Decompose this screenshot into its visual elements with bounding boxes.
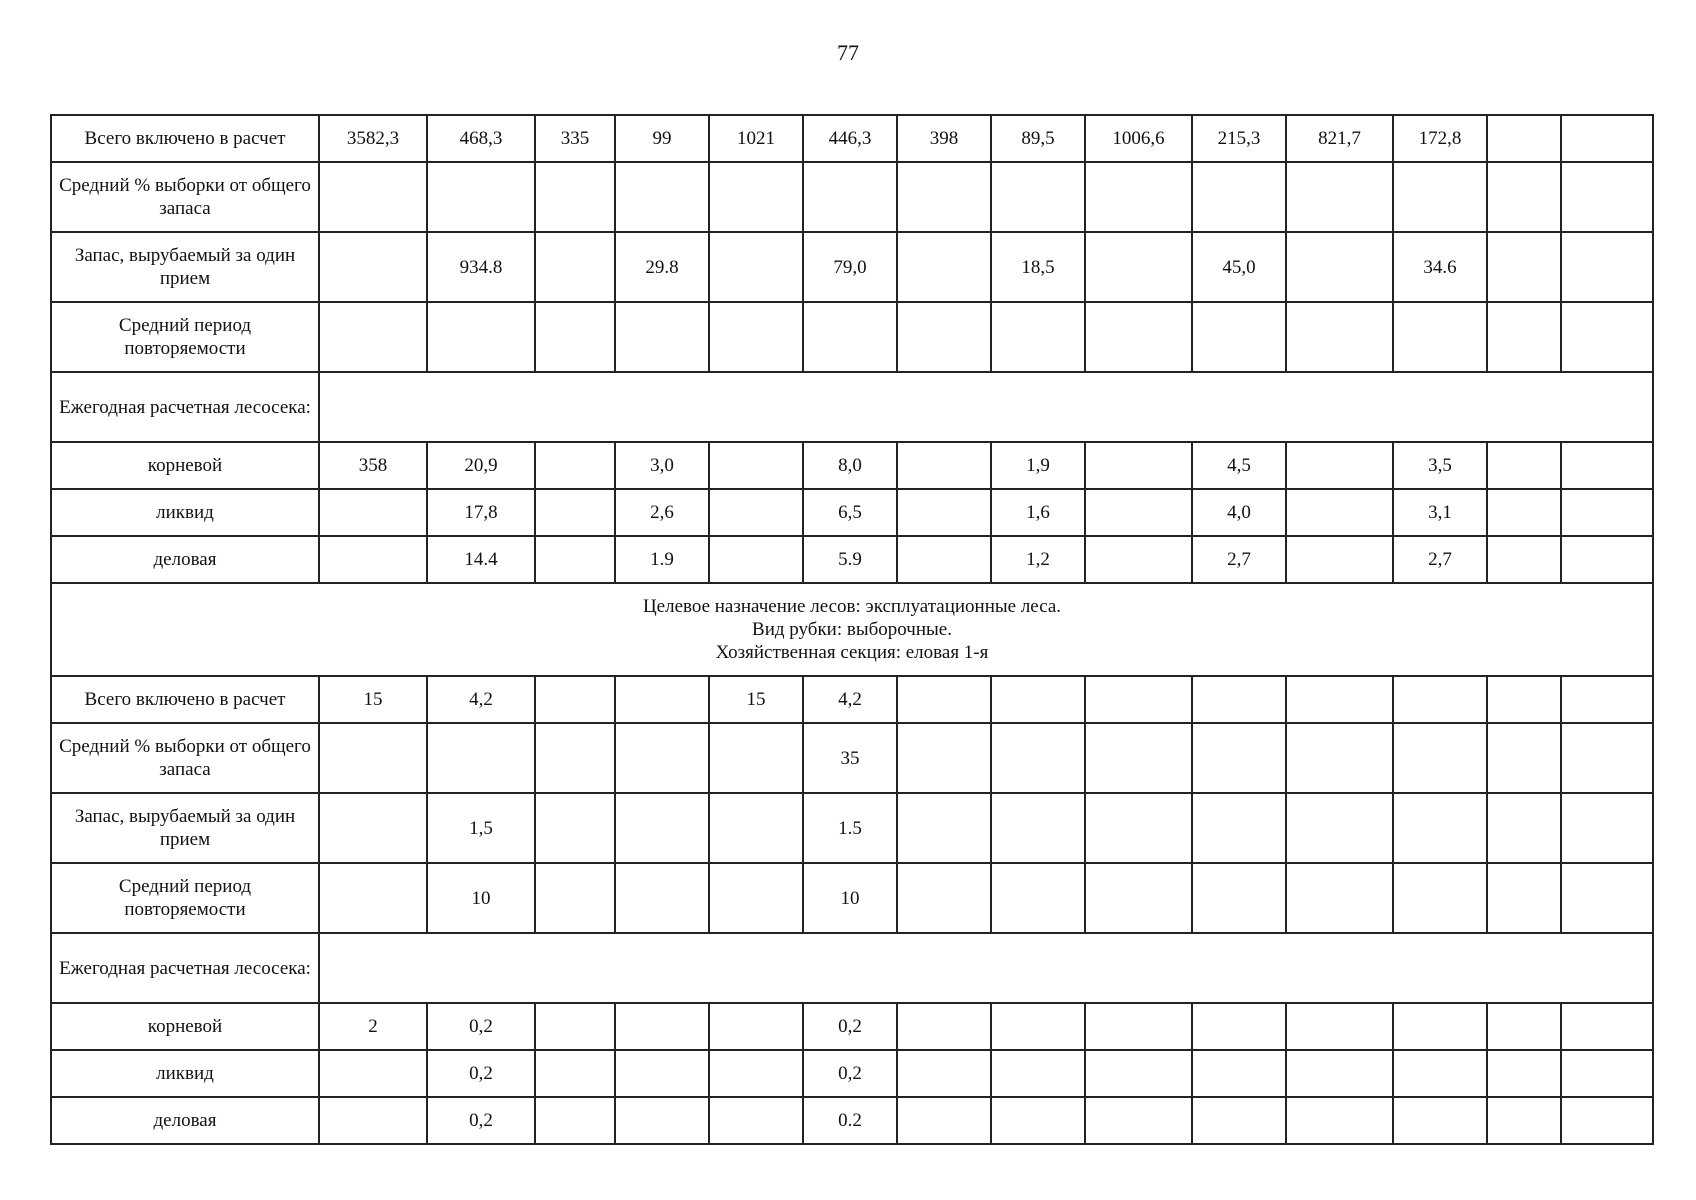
table-cell: 446,3 [803,115,897,162]
table-cell: 358 [319,442,427,489]
table-cell [897,1097,991,1144]
table-cell [1286,1097,1393,1144]
table-cell [535,863,615,933]
table-cell [709,442,803,489]
table-cell [991,1097,1085,1144]
table-cell: 79,0 [803,232,897,302]
table-cell [1286,793,1393,863]
table-cell [991,723,1085,793]
table-cell [615,1097,709,1144]
table-cell [1085,863,1192,933]
row-label: Запас, вырубаемый за один прием [51,793,319,863]
table-cell: 29.8 [615,232,709,302]
upper-section [51,115,1653,583]
table-cell [1561,723,1653,793]
table-cell [1085,442,1192,489]
table-cell: 0.2 [803,1097,897,1144]
table-cell [1085,302,1192,372]
table-cell [1286,302,1393,372]
table-cell: 4,2 [427,676,535,723]
table-cell: 934.8 [427,232,535,302]
row-label: ликвид [51,1050,319,1097]
table-cell [897,489,991,536]
table-cell [535,793,615,863]
table-cell [1487,536,1561,583]
table-cell [709,863,803,933]
table-cell: 8,0 [803,442,897,489]
annual-cut-row [51,536,1653,583]
table-cell: 2,7 [1192,536,1286,583]
row-label: Всего включено в расчет [51,115,319,162]
annual-cut-row [51,1050,1653,1097]
table-cell [897,442,991,489]
table-cell [427,302,535,372]
table-cell: 14.4 [427,536,535,583]
table-cell: 3582,3 [319,115,427,162]
table-cell [897,1003,991,1050]
table-cell: 215,3 [1192,115,1286,162]
table-cell [1487,115,1561,162]
table-cell [535,536,615,583]
table-cell [991,1050,1085,1097]
table-cell [427,162,535,232]
section-purpose: Целевое назначение лесов: эксплуатационные леса. [642,596,1062,617]
table-cell: 1.9 [615,536,709,583]
table-cell: 335 [535,115,615,162]
table-cell [897,162,991,232]
table-cell [615,793,709,863]
table-cell [991,793,1085,863]
table-cell [1487,723,1561,793]
table-cell [1487,1050,1561,1097]
row-label: деловая [51,536,319,583]
table-cell [535,489,615,536]
table-cell [1192,302,1286,372]
table-cell: 15 [709,676,803,723]
table-cell [897,863,991,933]
table-cell [615,302,709,372]
table-cell [991,302,1085,372]
table-cell [1192,1003,1286,1050]
table-cell [1286,232,1393,302]
table-cell: 18,5 [991,232,1085,302]
table-cell [319,863,427,933]
table-cell [1085,1050,1192,1097]
table-cell: 45,0 [1192,232,1286,302]
table-cell: 0,2 [803,1003,897,1050]
table-cell [709,536,803,583]
table-cell [615,1003,709,1050]
table-cell [319,1050,427,1097]
table-cell [1192,863,1286,933]
table-cell [1192,1050,1286,1097]
table-cell: 35 [803,723,897,793]
table-cell [709,1050,803,1097]
table-cell [1487,232,1561,302]
row-label: корневой [51,1003,319,1050]
table-cell [709,232,803,302]
table-cell [1085,536,1192,583]
table-cell [535,162,615,232]
row-label: Всего включено в расчет [51,676,319,723]
page-number: 77 [837,40,859,65]
table-cell: 0,2 [427,1097,535,1144]
table-cell [615,676,709,723]
table-cell [1393,302,1487,372]
table-cell: 4,2 [803,676,897,723]
table-cell [1487,489,1561,536]
table-cell [709,489,803,536]
table-cell [709,302,803,372]
table-cell: 4,5 [1192,442,1286,489]
table-row [51,162,1653,232]
table-row [51,302,1653,372]
annual-cut-row [51,442,1653,489]
table-cell [1286,489,1393,536]
table-cell [1561,442,1653,489]
table-cell: 4,0 [1192,489,1286,536]
row-label: деловая [51,1097,319,1144]
table-cell [1085,1097,1192,1144]
table-cell [1561,162,1653,232]
table-cell [1085,232,1192,302]
table-cell [319,536,427,583]
table-cell [1487,863,1561,933]
table-row [51,863,1653,933]
table-cell [1192,676,1286,723]
table-cell [1561,676,1653,723]
table-cell [1286,723,1393,793]
row-label: корневой [51,442,319,489]
table-cell: 89,5 [991,115,1085,162]
table-cell: 2,7 [1393,536,1487,583]
table-cell [535,1050,615,1097]
table-cell [319,793,427,863]
row-label: ликвид [51,489,319,536]
table-cell: 34.6 [1393,232,1487,302]
table-cell [709,1097,803,1144]
table-cell [1192,162,1286,232]
table-cell [803,302,897,372]
table-row [51,676,1653,723]
table-cell [709,162,803,232]
table-cell [615,723,709,793]
table-cell [535,442,615,489]
table-cell: 20,9 [427,442,535,489]
table-row [51,232,1653,302]
row-label: Средний % выборки от общего запаса [51,162,319,232]
table-cell: 3,0 [615,442,709,489]
table-cell: 172,8 [1393,115,1487,162]
table-cell [615,863,709,933]
table-cell: 1006,6 [1085,115,1192,162]
table-cell [1085,793,1192,863]
table-cell [897,536,991,583]
table-cell: 821,7 [1286,115,1393,162]
table-cell [427,723,535,793]
table-cell [615,162,709,232]
table-cell [1286,442,1393,489]
table-cell [1085,162,1192,232]
table-cell [1561,232,1653,302]
table-cell: 1,5 [427,793,535,863]
table-row [51,115,1653,162]
table-cell [1192,723,1286,793]
table-cell [897,723,991,793]
section-description [51,583,1653,676]
table-cell [1393,1003,1487,1050]
section-header [51,583,1653,676]
table-cell [1487,162,1561,232]
table-cell [535,1097,615,1144]
table-cell [535,723,615,793]
table-cell [1393,863,1487,933]
table-cell: 2 [319,1003,427,1050]
table-cell: 0,2 [427,1050,535,1097]
table-cell [319,232,427,302]
table-cell [1192,793,1286,863]
table-cell [1393,1097,1487,1144]
table-cell [803,162,897,232]
table-cell [319,1097,427,1144]
table-cell: 1,2 [991,536,1085,583]
table-cell [1487,1097,1561,1144]
annual-cut-row [51,1097,1653,1144]
table-cell: 2,6 [615,489,709,536]
row-label: Средний период повторяемости [51,863,319,933]
table-cell: 10 [427,863,535,933]
annual-cut-label: Ежегодная расчетная лесосека: [51,933,319,1003]
table-cell [897,793,991,863]
table-cell [1487,676,1561,723]
table-cell [1561,793,1653,863]
table-cell [1561,489,1653,536]
table-cell [1085,676,1192,723]
table-cell [1561,863,1653,933]
table-cell [1286,676,1393,723]
table-cell [535,232,615,302]
table-cell [535,302,615,372]
annual-cut-header-row [51,933,1653,1003]
section-cut-type: Вид рубки: выборочные. [752,619,952,640]
felling-table [50,114,1654,1145]
table-cell [319,723,427,793]
table-cell: 3,1 [1393,489,1487,536]
table-cell: 0,2 [427,1003,535,1050]
table-cell [1561,536,1653,583]
table-cell [1561,1003,1653,1050]
table-cell [1487,1003,1561,1050]
table-cell [1286,536,1393,583]
table-cell [319,302,427,372]
table-cell [1561,1050,1653,1097]
table-cell: 17,8 [427,489,535,536]
table-cell: 1.5 [803,793,897,863]
table-cell [1286,863,1393,933]
table-cell [1393,1050,1487,1097]
lower-section [51,676,1653,1144]
empty-merged-cell [319,933,1653,1003]
table-cell: 0,2 [803,1050,897,1097]
table-cell [1192,1097,1286,1144]
table-cell [897,1050,991,1097]
table-cell [1487,302,1561,372]
table-cell [1561,1097,1653,1144]
table-cell [1286,162,1393,232]
table-cell [991,1003,1085,1050]
annual-cut-row [51,489,1653,536]
table-cell [1487,793,1561,863]
table-cell [535,1003,615,1050]
annual-cut-row [51,1003,1653,1050]
row-label: Средний % выборки от общего запаса [51,723,319,793]
table-cell [1561,302,1653,372]
table-cell [991,162,1085,232]
table-cell: 10 [803,863,897,933]
table-cell [991,863,1085,933]
table-cell: 1,6 [991,489,1085,536]
table-cell [709,723,803,793]
table-cell [897,676,991,723]
row-label: Средний период повторяемости [51,302,319,372]
table-cell: 1,9 [991,442,1085,489]
table-cell: 1021 [709,115,803,162]
empty-merged-cell [319,372,1653,442]
table-cell [1487,442,1561,489]
table-cell: 15 [319,676,427,723]
table-cell: 3,5 [1393,442,1487,489]
table-cell [1085,723,1192,793]
table-cell [615,1050,709,1097]
table-cell [1286,1050,1393,1097]
table-cell [897,302,991,372]
section-economic-unit: Хозяйственная секция: еловая 1-я [715,642,989,663]
table-cell [535,676,615,723]
table-cell [1085,489,1192,536]
table-cell [1286,1003,1393,1050]
table-cell: 6,5 [803,489,897,536]
table-cell [897,232,991,302]
table-cell [709,1003,803,1050]
table-cell [1393,162,1487,232]
table-cell [319,489,427,536]
annual-cut-header-row [51,372,1653,442]
table-cell [1393,793,1487,863]
table-cell [709,793,803,863]
table-cell [1561,115,1653,162]
table-row [51,793,1653,863]
annual-cut-label: Ежегодная расчетная лесосека: [51,372,319,442]
table-cell [1393,676,1487,723]
table-cell [1393,723,1487,793]
table-cell [319,162,427,232]
table-cell: 468,3 [427,115,535,162]
table-cell: 99 [615,115,709,162]
table-row [51,723,1653,793]
table-cell [991,676,1085,723]
table-cell [1085,1003,1192,1050]
row-label: Запас, вырубаемый за один прием [51,232,319,302]
table-cell: 5.9 [803,536,897,583]
table-cell: 398 [897,115,991,162]
